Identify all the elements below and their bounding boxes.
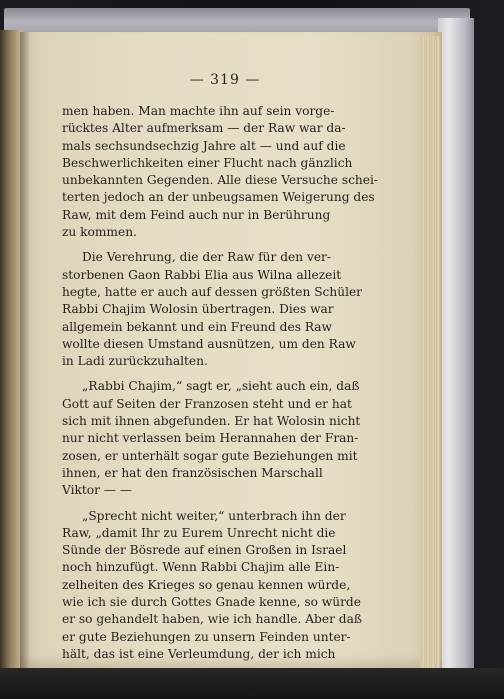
text-line: er gute Beziehungen zu unsern Feinden unter- <box>62 629 351 644</box>
text-line: Beschwerlichkeiten einer Flucht nach gänzlich <box>62 155 353 170</box>
text-line: storbenen Gaon Rabbi Elia aus Wilna allezeit <box>62 267 342 282</box>
text-line: wie ich sie durch Gottes Gnade kenne, so würde <box>62 595 361 610</box>
text-line: mals sechsundsechzig Jahre alt — und auf die <box>62 138 346 153</box>
page-stack-edges <box>420 36 440 668</box>
text-line: unbekannten Gegenden. Alle diese Versuche schei- <box>62 173 378 188</box>
text-line: Gott auf Seiten der Franzosen steht und er hat <box>62 396 352 411</box>
text-line: rücktes Alter aufmerksam — der Raw war da- <box>62 121 346 136</box>
paragraph-gap <box>62 370 320 378</box>
text-line: Raw, „damit Ihr zu Eurem Unrecht nicht die <box>62 525 336 540</box>
gutter-shadow <box>20 32 30 668</box>
text-line: ihnen, er hat den französischen Marschall <box>62 465 323 480</box>
text-line: noch hinzufügt. Wenn Rabbi Chajim alle Ein- <box>62 560 340 575</box>
book-cover-right-edge <box>438 18 474 694</box>
text-line: in Ladi zurückzuhalten. <box>62 354 208 369</box>
text-line: nur nicht verlassen beim Herannahen der Fran- <box>62 431 359 446</box>
paragraph <box>62 103 378 241</box>
text-line: wollte diesen Umstand ausnützen, um den Raw <box>62 336 356 351</box>
text-line: sich mit ihnen abgefunden. Er hat Wolosin nicht <box>62 414 361 429</box>
text-line: zu kommen. <box>62 225 137 240</box>
text-line: zosen, er unterhält sogar gute Beziehungen mit <box>62 448 358 463</box>
page-number: — 319 — <box>189 72 261 88</box>
paragraph-gap <box>62 241 320 249</box>
paragraph <box>62 508 362 664</box>
page-text <box>62 103 378 663</box>
text-line: zelheiten des Krieges so genau kennen würde, <box>62 577 351 592</box>
scan-bottom-edge <box>0 668 504 699</box>
text-line: Sünde der Bösrede auf einen Großen in Israel <box>62 543 347 558</box>
text-line: Viktor — — <box>62 483 133 498</box>
text-line: hält, das ist eine Verleumdung, der ich mich <box>62 646 336 661</box>
paragraph-gap <box>62 500 320 508</box>
text-line: Raw, mit dem Feind auch nur in Berührung <box>62 207 331 222</box>
text-line: Die Verehrung, die der Raw für den ver- <box>82 250 331 265</box>
text-line: „Rabbi Chajim,“ sagt er, „sieht auch ein, daß <box>82 379 360 394</box>
paragraph <box>62 249 363 370</box>
text-line: men haben. Man machte ihn auf sein vorge- <box>62 104 335 118</box>
text-line: Rabbi Chajim Wolosin übertragen. Dies war <box>62 302 334 317</box>
text-line: „Sprecht nicht weiter,“ unterbrach ihn der <box>82 508 346 523</box>
paragraph <box>62 378 361 499</box>
text-line: er so gehandelt haben, wie ich handle. Aber daß <box>62 612 362 627</box>
left-page-edge <box>0 30 22 668</box>
text-line: hegte, hatte er auch auf dessen größten Schüler <box>62 284 363 299</box>
text-line: allgemein bekannt und ein Freund des Raw <box>62 319 332 334</box>
text-line: terten jedoch an der unbeugsamen Weigerung des <box>62 190 375 205</box>
